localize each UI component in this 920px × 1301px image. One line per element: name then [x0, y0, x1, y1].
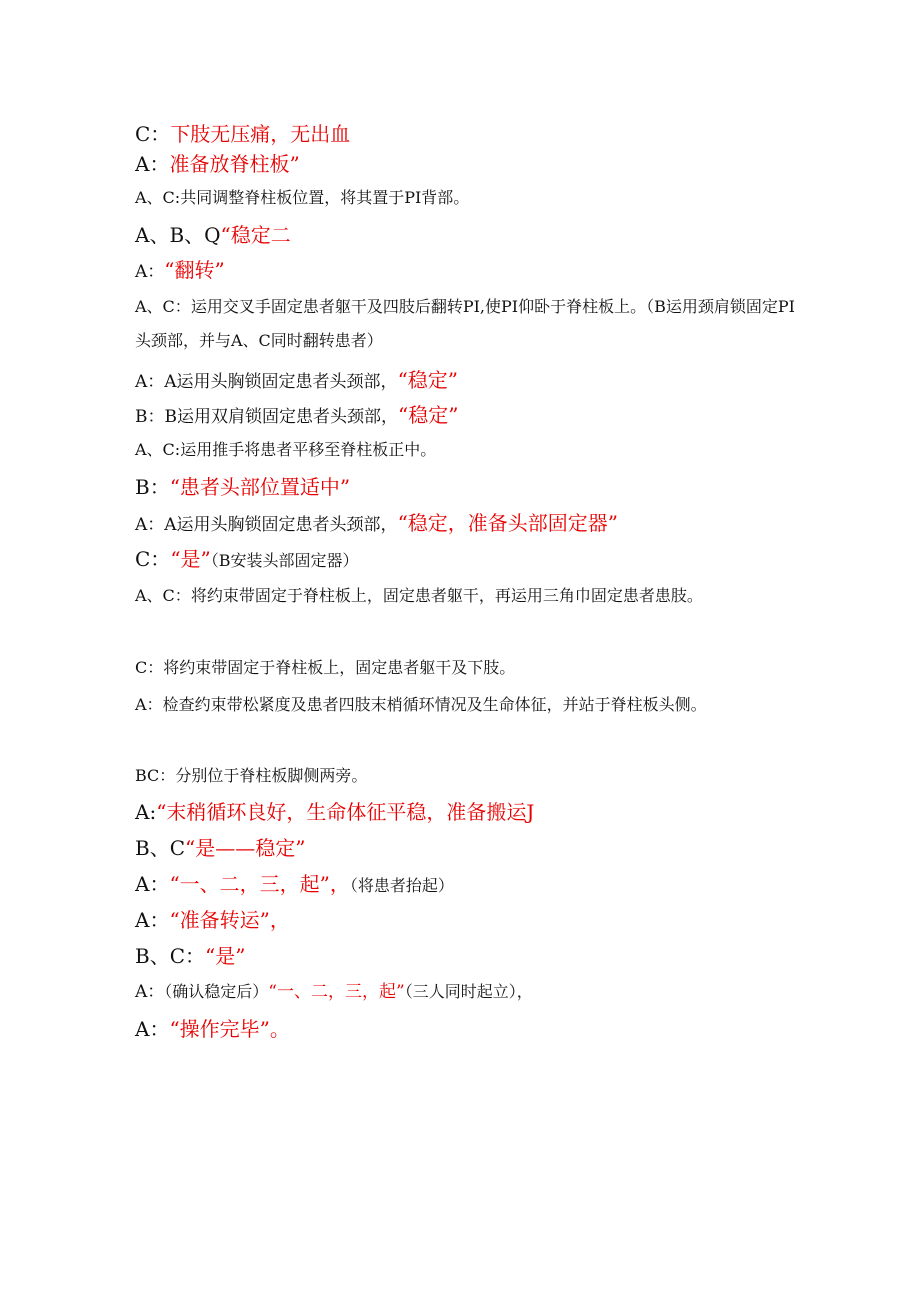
- speaker-label: BC：: [135, 766, 176, 785]
- spoken-text: 准备放脊柱板”: [169, 152, 300, 176]
- action-text: 将约束带固定于脊柱板上，固定患者躯干及下肢。: [163, 658, 516, 677]
- dialogue-line: [135, 225, 795, 245]
- dialogue-line: [135, 984, 795, 1001]
- speaker-label: B：: [135, 475, 170, 499]
- speaker-label: C：: [135, 547, 171, 571]
- spoken-text: “是——稳定”: [185, 836, 306, 860]
- speaker-label: A:: [135, 800, 157, 824]
- dialogue-line: [135, 838, 795, 858]
- spoken-text: “是”: [170, 547, 211, 571]
- action-text: （确认稳定后）: [164, 982, 269, 1001]
- dialogue-line: [135, 688, 795, 722]
- dialogue-line: [135, 1019, 795, 1039]
- action-text: A运用头胸锁固定患者头颈部，: [164, 515, 398, 535]
- speaker-label: A：: [135, 872, 170, 896]
- speaker-label: A：: [135, 372, 165, 392]
- spoken-text: “稳定二: [220, 223, 291, 247]
- spoken-text: “稳定”: [397, 368, 459, 392]
- speaker-label: B、C：: [135, 944, 205, 968]
- speaker-label: A：: [135, 695, 163, 714]
- spoken-text: “一、二，三，起”，: [169, 872, 350, 896]
- action-text: 检查约束带松紧度及患者四肢末梢循环情况及生命体征，并站于脊柱板头侧。: [162, 695, 707, 714]
- spoken-text: “稳定，准备头部固定器”: [397, 511, 619, 535]
- spoken-text: “末稍循环良好，生命体征平稳，准备搬运J: [156, 800, 535, 824]
- dialogue-line: [135, 477, 795, 497]
- speaker-label: A、B、Q: [135, 223, 221, 247]
- speaker-label: B、C: [135, 836, 185, 860]
- dialogue-line: [135, 768, 795, 784]
- spoken-text: “准备转运”，: [169, 908, 290, 932]
- action-text: 共同调整脊柱板位置，将其置于PI背部。: [180, 188, 470, 207]
- dialogue-line: [135, 660, 795, 676]
- speaker-label: A：: [135, 908, 170, 932]
- speaker-label: A、C：: [135, 297, 191, 316]
- dialogue-line: [135, 290, 795, 358]
- dialogue-line: [135, 260, 795, 281]
- speaker-label: A：: [135, 982, 165, 1002]
- dialogue-line: [135, 154, 795, 174]
- dialogue-line: [135, 124, 795, 144]
- speaker-label: A、C：: [135, 586, 191, 605]
- dialogue-line: [135, 802, 795, 822]
- spoken-text: “翻转”: [164, 258, 225, 282]
- speaker-label: A：: [135, 262, 165, 282]
- spoken-text: 下肢无压痛，无出血: [170, 122, 351, 146]
- spoken-text: “稳定”: [398, 403, 459, 427]
- speaker-label: C：: [135, 122, 171, 146]
- action-text-after: （三人同时起立），: [404, 982, 533, 1001]
- speaker-label: A：: [135, 1017, 170, 1041]
- speaker-label: A：: [135, 152, 170, 176]
- action-text: （将患者抬起）: [349, 876, 454, 895]
- dialogue-line: [135, 946, 795, 966]
- spoken-text: “是”: [205, 944, 246, 968]
- dialogue-line: [135, 370, 795, 391]
- speaker-label: A、C:: [135, 188, 181, 207]
- action-text: 将约束带固定于脊柱板上，固定患者躯干，再运用三角巾固定患者患肢。: [190, 586, 703, 605]
- dialogue-line: [135, 874, 795, 894]
- action-text: B运用双肩锁固定患者头颈部，: [164, 407, 398, 427]
- dialogue-line: [135, 442, 795, 458]
- speaker-label: A、C:: [135, 440, 181, 459]
- dialogue-line: [135, 513, 795, 534]
- dialogue-line: [135, 549, 795, 569]
- action-text: （B安装头部固定器）: [210, 551, 359, 570]
- speaker-label: C：: [135, 658, 164, 677]
- action-text: 运用交叉手固定患者躯干及四肢后翻转PI,使PI仰卧于脊柱板上。（B运用颈肩锁固定PI头颈部，并与A、C同时翻转患者）: [135, 297, 795, 350]
- speaker-label: B：: [135, 407, 165, 427]
- spoken-text: “一、二，三，起”: [268, 982, 405, 1002]
- dialogue-line: [135, 579, 795, 613]
- speaker-label: A：: [135, 515, 165, 535]
- dialogue-line: [135, 405, 795, 426]
- action-text: 分别位于脊柱板脚侧两旁。: [175, 766, 368, 785]
- action-text: A运用头胸锁固定患者头颈部，: [164, 372, 398, 392]
- dialogue-line: [135, 910, 795, 930]
- dialogue-line: [135, 190, 795, 206]
- spoken-text: “操作完毕”。: [169, 1017, 290, 1041]
- action-text: 运用推手将患者平移至脊柱板正中。: [180, 440, 437, 459]
- spoken-text: “患者头部位置适中”: [169, 475, 351, 499]
